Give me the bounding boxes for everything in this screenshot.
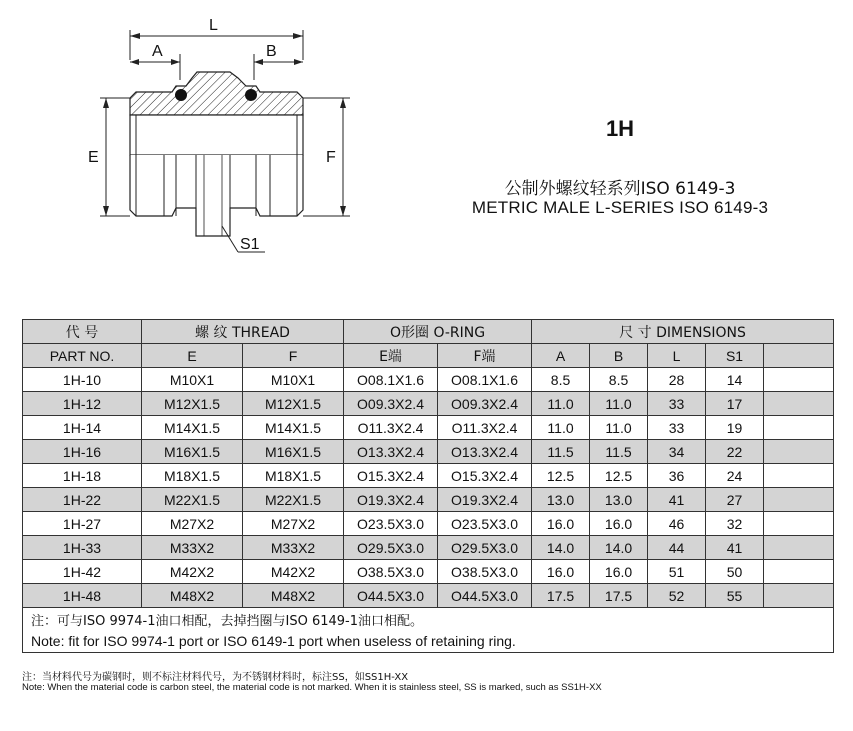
note-row-en [23,630,834,653]
cell-thread-E: M48X2 [142,584,243,608]
cell-dim-A: 11.0 [532,416,590,440]
cell-dim-A: 11.0 [532,392,590,416]
cell-blank [764,440,834,464]
cell-thread-F: M27X2 [243,512,344,536]
cell-dim-L: 51 [648,560,706,584]
cell-dim-S1: 14 [706,368,764,392]
table-row [23,488,834,512]
cell-dim-L: 28 [648,368,706,392]
cell-blank [764,392,834,416]
cell-dim-L: 44 [648,536,706,560]
cell-dim-S1: 24 [706,464,764,488]
header-dimensions: 尺 寸 DIMENSIONS [532,320,834,344]
cell-oring-F: O19.3X2.4 [438,488,532,512]
cell-thread-E: M14X1.5 [142,416,243,440]
cell-blank [764,560,834,584]
dim-label-F: F [326,149,336,166]
cell-dim-B: 14.0 [590,536,648,560]
cell-thread-F: M22X1.5 [243,488,344,512]
cell-dim-A: 13.0 [532,488,590,512]
cell-part-no: 1H-12 [23,392,142,416]
cell-dim-B: 13.0 [590,488,648,512]
cell-dim-B: 16.0 [590,560,648,584]
cell-dim-B: 17.5 [590,584,648,608]
fitting-drawing [0,0,400,300]
cell-thread-E: M42X2 [142,560,243,584]
cell-thread-F: M16X1.5 [243,440,344,464]
cell-dim-A: 8.5 [532,368,590,392]
header-row-2 [23,344,834,368]
cell-dim-B: 11.5 [590,440,648,464]
cell-dim-B: 11.0 [590,392,648,416]
note-english: Note: fit for ISO 9974-1 port or ISO 6149-1 port when useless of retaining ring. [23,630,834,653]
dim-label-B: B [266,43,277,60]
dim-label-L: L [209,17,218,34]
cell-oring-E: O38.5X3.0 [344,560,438,584]
cell-thread-F: M10X1 [243,368,344,392]
cell-dim-L: 34 [648,440,706,464]
cell-dim-A: 11.5 [532,440,590,464]
cell-oring-F: O11.3X2.4 [438,416,532,440]
cell-oring-E: O23.5X3.0 [344,512,438,536]
cell-part-no: 1H-14 [23,416,142,440]
cell-thread-E: M33X2 [142,536,243,560]
dim-label-S1: S1 [240,236,260,253]
cell-oring-E: O08.1X1.6 [344,368,438,392]
cell-dim-L: 46 [648,512,706,536]
header-L: L [648,344,706,368]
header-B: B [590,344,648,368]
cell-oring-F: O29.5X3.0 [438,536,532,560]
cell-thread-E: M22X1.5 [142,488,243,512]
header-part-cn: 代 号 [23,320,142,344]
subtitle-english: METRIC MALE L-SERIES ISO 6149-3 [471,198,769,217]
cell-oring-E: O19.3X2.4 [344,488,438,512]
cell-dim-B: 8.5 [590,368,648,392]
cell-dim-A: 17.5 [532,584,590,608]
cell-dim-B: 11.0 [590,416,648,440]
cell-oring-E: O11.3X2.4 [344,416,438,440]
cell-thread-F: M33X2 [243,536,344,560]
header-E-oring: E端 [344,344,438,368]
header-S1: S1 [706,344,764,368]
cell-part-no: 1H-22 [23,488,142,512]
cell-thread-E: M12X1.5 [142,392,243,416]
cell-dim-L: 36 [648,464,706,488]
table-row [23,536,834,560]
page-title: 1H [605,116,635,141]
header-part-en: PART NO. [23,344,142,368]
footnote-english: Note: When the material code is carbon steel, the material code is not marked. When it is stainless steel, SS is marked, such as SS1H-XX [22,682,602,693]
table-row [23,512,834,536]
dim-label-E: E [88,149,99,166]
cell-thread-E: M16X1.5 [142,440,243,464]
header-oring: O形圈 O-RING [344,320,532,344]
cell-thread-F: M48X2 [243,584,344,608]
cell-dim-L: 33 [648,392,706,416]
cell-thread-F: M12X1.5 [243,392,344,416]
cell-oring-E: O13.3X2.4 [344,440,438,464]
cell-dim-L: 41 [648,488,706,512]
cell-blank [764,368,834,392]
cell-dim-A: 14.0 [532,536,590,560]
cell-oring-E: O09.3X2.4 [344,392,438,416]
cell-oring-F: O44.5X3.0 [438,584,532,608]
cell-oring-F: O15.3X2.4 [438,464,532,488]
dim-label-A: A [152,43,163,60]
cell-dim-S1: 41 [706,536,764,560]
table-row [23,368,834,392]
cell-part-no: 1H-42 [23,560,142,584]
table-row [23,584,834,608]
cell-oring-F: O13.3X2.4 [438,440,532,464]
cell-thread-E: M10X1 [142,368,243,392]
cell-dim-B: 16.0 [590,512,648,536]
cell-dim-B: 12.5 [590,464,648,488]
cell-thread-F: M14X1.5 [243,416,344,440]
cell-part-no: 1H-10 [23,368,142,392]
cell-part-no: 1H-27 [23,512,142,536]
cell-thread-E: M18X1.5 [142,464,243,488]
cell-dim-S1: 19 [706,416,764,440]
cell-dim-S1: 17 [706,392,764,416]
cell-dim-S1: 55 [706,584,764,608]
header-blank [764,344,834,368]
note-row-cn [23,608,834,631]
cell-oring-F: O38.5X3.0 [438,560,532,584]
cell-blank [764,416,834,440]
cell-thread-F: M42X2 [243,560,344,584]
header-E: E [142,344,243,368]
cell-dim-S1: 27 [706,488,764,512]
table-row [23,416,834,440]
cell-oring-E: O44.5X3.0 [344,584,438,608]
cell-part-no: 1H-48 [23,584,142,608]
header-A: A [532,344,590,368]
table-row [23,392,834,416]
table-row [23,464,834,488]
cell-thread-F: M18X1.5 [243,464,344,488]
cell-blank [764,584,834,608]
cell-oring-E: O15.3X2.4 [344,464,438,488]
header-F-oring: F端 [438,344,532,368]
table-row [23,440,834,464]
spec-table [22,319,834,653]
cell-dim-S1: 50 [706,560,764,584]
cell-blank [764,536,834,560]
cell-oring-E: O29.5X3.0 [344,536,438,560]
subtitle-chinese: 公制外螺纹轻系列ISO 6149-3 [504,179,736,199]
cell-blank [764,488,834,512]
header-F: F [243,344,344,368]
cell-dim-A: 16.0 [532,512,590,536]
cell-dim-S1: 22 [706,440,764,464]
cell-dim-S1: 32 [706,512,764,536]
cell-dim-A: 12.5 [532,464,590,488]
cell-dim-A: 16.0 [532,560,590,584]
table-row [23,560,834,584]
cell-blank [764,464,834,488]
cell-part-no: 1H-18 [23,464,142,488]
header-row-1 [23,320,834,344]
cell-dim-L: 33 [648,416,706,440]
cell-part-no: 1H-33 [23,536,142,560]
note-chinese: 注：可与ISO 9974-1油口相配，去掉挡圈与ISO 6149-1油口相配。 [23,608,834,631]
cell-dim-L: 52 [648,584,706,608]
cell-oring-F: O08.1X1.6 [438,368,532,392]
footnote-chinese: 注：当材料代号为碳钢时，则不标注材料代号，为不锈钢材料时，标注SS，如SS1H-XX [22,672,409,683]
header-thread: 螺 纹 THREAD [142,320,344,344]
cell-oring-F: O09.3X2.4 [438,392,532,416]
cell-thread-E: M27X2 [142,512,243,536]
cell-part-no: 1H-16 [23,440,142,464]
cell-oring-F: O23.5X3.0 [438,512,532,536]
cell-blank [764,512,834,536]
